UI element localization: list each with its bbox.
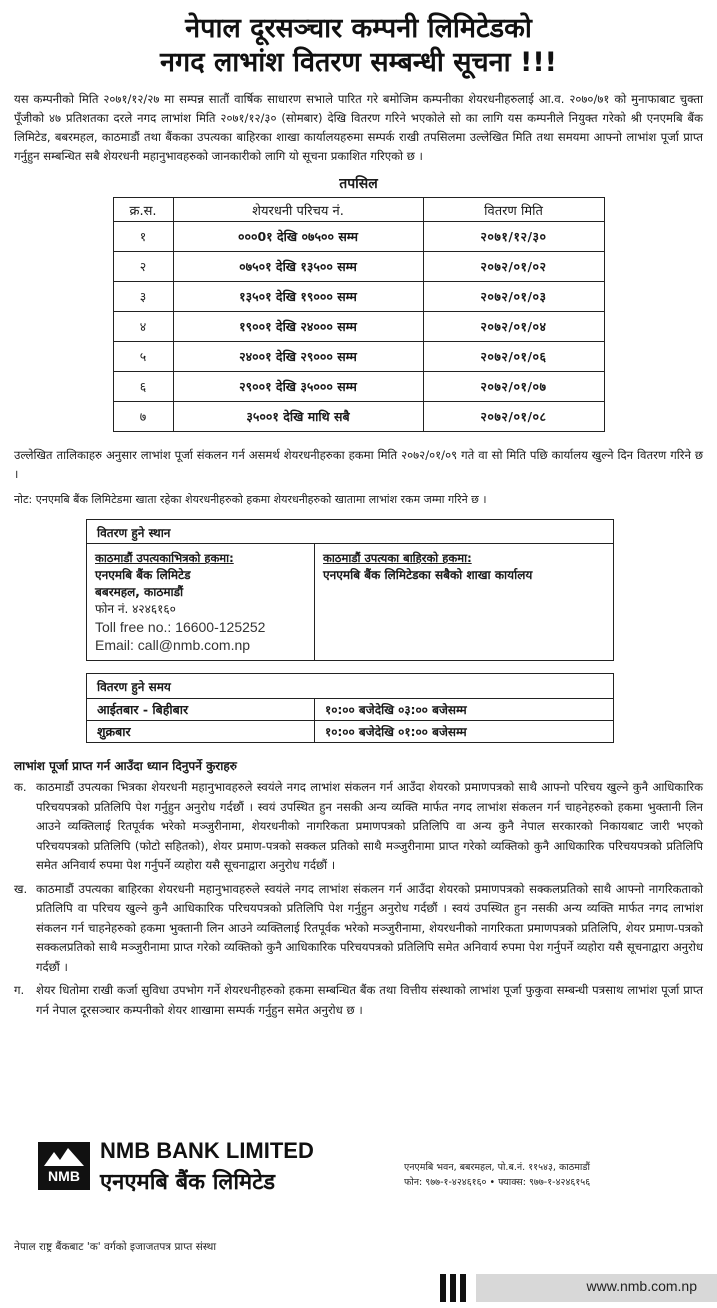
cell-range: १९००१ देखि २४००० सम्म (173, 312, 423, 342)
point-text: काठमाडौं उपत्यका बाहिरका शेयरधनी महानुभावहरुले स्वयंले नगद लाभांश संकलन गर्न आउँदा शेयरको प्रमाणपत्रको सक्कलप्रतिको साथै आफ्नो नागरिकताको प्रतिलिपि वा परिचय खुल्ने कुनै आधिकारिक परिचयपत्रको प्रतिलिपि पेश गर्नुहुन अनुरोध गर्दछौं । स्वयं उपस्थित हुन नसकी अन्य व्यक्ति मार्फत नगद लाभांश संकलन गर्न चाहनेहरुको हकमा भुक्तानी लिन आउने व्यक्तिलाई रितपूर्वक भरेको मञ्जुरीनामा, शेयरधनीको नागरिकता प्रमाणपत्रको प्रतिलिपि, शेयर प्रमाण-पत्रको सक्कलप्रतिको साथै मञ्जुरीनामा प्राप्त गरेको व्यक्तिको कुनै आधिकारिक परिचयपत्रको प्रतिलिपि समेत अनिवार्य रुपमा पेश गर्नुपर्ने व्यहोरा यसै सूचनाद्वारा अनुरोध गर्दछौं । (36, 881, 703, 974)
cell-range: ३५००१ देखि माथि सबै (173, 402, 423, 432)
notice-title-line1: नेपाल दूरसञ्चार कम्पनी लिमिटेडको (185, 13, 532, 44)
table-header-row (113, 198, 604, 222)
cell-sn: ७ (113, 402, 173, 432)
schedule-header: वितरण हुने समय (97, 680, 171, 694)
cell-range: ०००0१ देखि ०७५०० सम्म (173, 222, 423, 252)
schedule-row (87, 698, 613, 720)
bank-contact (404, 1160, 590, 1190)
schedule-time: १०:०० बजेदेखि ०१:०० बजेसम्म (325, 725, 467, 739)
bar-stripes (440, 1274, 466, 1302)
point-label: ग. (14, 983, 25, 997)
table-row (113, 252, 604, 282)
table-row (113, 222, 604, 252)
outside-valley-text: एनएमबि बैंक लिमिटेडका सबैको शाखा कार्यालय (323, 568, 533, 582)
cell-date: २०७१/१२/३० (423, 222, 604, 252)
point-text: काठमाडौं उपत्यका भित्रका शेयरधनी महानुभावहरुले स्वयंले नगद लाभांश संकलन गर्न आउँदा शेयरको प्रमाणपत्रको साथै आफ्नो परिचय खुल्ने कुनै आधिकारिक परिचयपत्रको प्रतिलिपि पेश गर्नुहुन अनुरोध गर्दछौं । स्वयं उपस्थित हुन नसकी अन्य व्यक्ति मार्फत नगद लाभांश संकलन गर्न चाहनेहरुको हकमा भुक्तानी लिन आउने व्यक्तिलाई रितपूर्वक भरेको मञ्जुरीनामा, शेयरधनीको नागरिकता प्रमाणपत्रको प्रतिलिपि वा अन्य कुनै नेपाल सरकारको निकायबाट जारी भएको परिचयपत्रको प्रतिलिपि (फोटो सहितको), शेयर प्रमाण-पत्रको सक्कल प्रतिको साथै मञ्जुरीनामा प्राप्त गरेको व्यक्तिको कुनै आधिकारिक परिचयपत्रको प्रतिलिपि समेत अनिवार्य रुपमा पेश गर्नुपर्ने व्यहोरा यसै सूचनाद्वारा अनुरोध गर्दछौं । (36, 780, 703, 872)
logo-text: NMB (48, 1168, 80, 1184)
bank-address: एनएमबि भवन, बबरमहल, पो.ब.नं. ११५४३, काठमाडौं (404, 1162, 590, 1173)
bank-name-english: NMB BANK LIMITED (100, 1138, 314, 1163)
cell-sn: ३ (113, 282, 173, 312)
inside-valley-heading: काठमाडौं उपत्यकाभित्रको हकमा: (95, 551, 234, 565)
col-header-sn: क्र.स. (113, 198, 173, 222)
schedule-row (87, 720, 613, 742)
col-header-range: शेयरधनी परिचय नं. (173, 198, 423, 222)
cell-range: १३५०१ देखि १९००० सम्म (173, 282, 423, 312)
website-link[interactable]: www.nmb.com.np (586, 1278, 697, 1294)
cell-range: २९००१ देखि ३५००० सम्म (173, 372, 423, 402)
inside-valley-address: बबरमहल, काठमाडौं (95, 585, 184, 599)
cell-sn: ४ (113, 312, 173, 342)
cell-date: २०७२/०१/०४ (423, 312, 604, 342)
intro-paragraph: यस कम्पनीको मिति २०७१/१२/२७ मा सम्पन्न सातौं वार्षिक साधारण सभाले पारित गरे बमोजिम कम्पनीका शेयरधनीहरुलाई आ.व. २०७०/७१ को मुनाफाबाट चुक्ता पूँजीको ४७ प्रतिशतका दरले नगद लाभांश मिति २०७१/१२/३० (सोमबार) देखि वितरण गरिने भएकोले सो का लागि यस कम्पनीले नियुक्त गरेको श्री एनएमबि बैंक लिमिटेड, बबरमहल, काठमाडौं तथा बैंकका उपत्यका बाहिरका शाखा कार्यालयहरुमा सम्पर्क राखी तपसिलमा उल्लेखित मिति तथा समयमा आफ्नो लाभांश पूर्जा प्राप्त गर्नुहुन सम्बन्धित सबै शेयरधनी महानुभावहरुको जानकारीको लागि यो सूचना प्रकाशित गरिएको छ । (14, 92, 703, 163)
point-text: शेयर धितोमा राखी कर्जा सुविधा उपभोग गर्ने शेयरधनीहरुको हकमा सम्बन्धित बैंक तथा वित्तीय संस्थाको लाभांश पूर्जा फुकुवा सम्बन्धी पत्रसाथ लाभांश पूर्जा प्राप्त गर्न नेपाल दूरसञ्चार कम्पनीको शेयर शाखामा सम्पर्क गर्नुहुन समेत अनुरोध छ । (36, 983, 703, 1017)
tapasil-heading: तपसिल (339, 176, 378, 192)
point-label: क. (14, 780, 27, 794)
bottom-bar (440, 1268, 717, 1308)
nmb-logo (38, 1142, 90, 1190)
outside-valley-heading: काठमाडौं उपत्यका बाहिरको हकमा: (323, 551, 472, 565)
cell-range: ०७५०१ देखि १३५०० सम्म (173, 252, 423, 282)
distribution-schedule-box (86, 673, 614, 743)
cell-sn: ६ (113, 372, 173, 402)
inside-valley-bank: एनएमबि बैंक लिमिटेड (95, 568, 191, 582)
distribution-location-box (86, 519, 614, 661)
point-item (14, 981, 703, 1020)
distribution-table (113, 197, 605, 432)
notice-title-line2: नगद लाभांश वितरण सम्बन्धी सूचना !!! (160, 47, 557, 78)
cell-date: २०७२/०१/०८ (423, 402, 604, 432)
location-outside-valley (315, 544, 613, 660)
point-item (14, 880, 703, 978)
table-row (113, 312, 604, 342)
bank-name-nepali: एनएमबि बैंक लिमिटेड (100, 1170, 276, 1195)
point-label: ख. (14, 881, 28, 896)
cell-sn: ५ (113, 342, 173, 372)
notice-footer (14, 1132, 704, 1242)
after-table-paragraph: उल्लेखित तालिकाहरु अनुसार लाभांश पूर्जा संकलन गर्न असमर्थ शेयरधनीहरुका हकमा मिति २०७२/०१/०९ गते वा सो मिति पछि कार्यालय खुल्ने दिन वितरण गरिने छ । (14, 448, 703, 481)
note-paragraph: नोट: एनएमबि बैंक लिमिटेडमा खाता रहेका शेयरधनीहरुको हकमा शेयरधनीहरुको खातामा लाभांश रकम जम्मा गरिने छ । (14, 493, 487, 506)
toll-free-number: Toll free no.: 16600-125252 (95, 619, 266, 635)
bank-phone-fax: फोन: ९७७-१-४२४६१६० • फ्याक्स: ९७७-१-४२४६१५६ (404, 1177, 591, 1188)
schedule-days: आईतबार - बिहीबार (87, 699, 315, 720)
location-inside-valley (87, 544, 315, 660)
cell-date: २०७२/०१/०३ (423, 282, 604, 312)
points-heading: लाभांश पूर्जा प्राप्त गर्न आउँदा ध्यान दिनुपर्ने कुराहरु (14, 759, 237, 773)
inside-valley-phone: फोन नं. ४२४६१६० (95, 602, 176, 616)
cell-sn: १ (113, 222, 173, 252)
location-header: वितरण हुने स्थान (87, 520, 613, 544)
table-row (113, 402, 604, 432)
cell-date: २०७२/०१/०६ (423, 342, 604, 372)
table-row (113, 282, 604, 312)
license-text: नेपाल राष्ट्र बैंकबाट 'क' वर्गको इजाजतपत्र प्राप्त संस्था (14, 1241, 217, 1253)
point-item (14, 778, 703, 876)
cell-range: २४००१ देखि २९००० सम्म (173, 342, 423, 372)
col-header-date: वितरण मिति (423, 198, 604, 222)
contact-email: Email: call@nmb.com.np (95, 637, 251, 653)
cell-date: २०७२/०१/०७ (423, 372, 604, 402)
schedule-days: शुक्रबार (87, 721, 315, 742)
mountain-icon (44, 1146, 84, 1166)
cell-sn: २ (113, 252, 173, 282)
table-row (113, 342, 604, 372)
schedule-time: १०:०० बजेदेखि ०३:०० बजेसम्म (325, 703, 467, 717)
table-row (113, 372, 604, 402)
cell-date: २०७२/०१/०२ (423, 252, 604, 282)
